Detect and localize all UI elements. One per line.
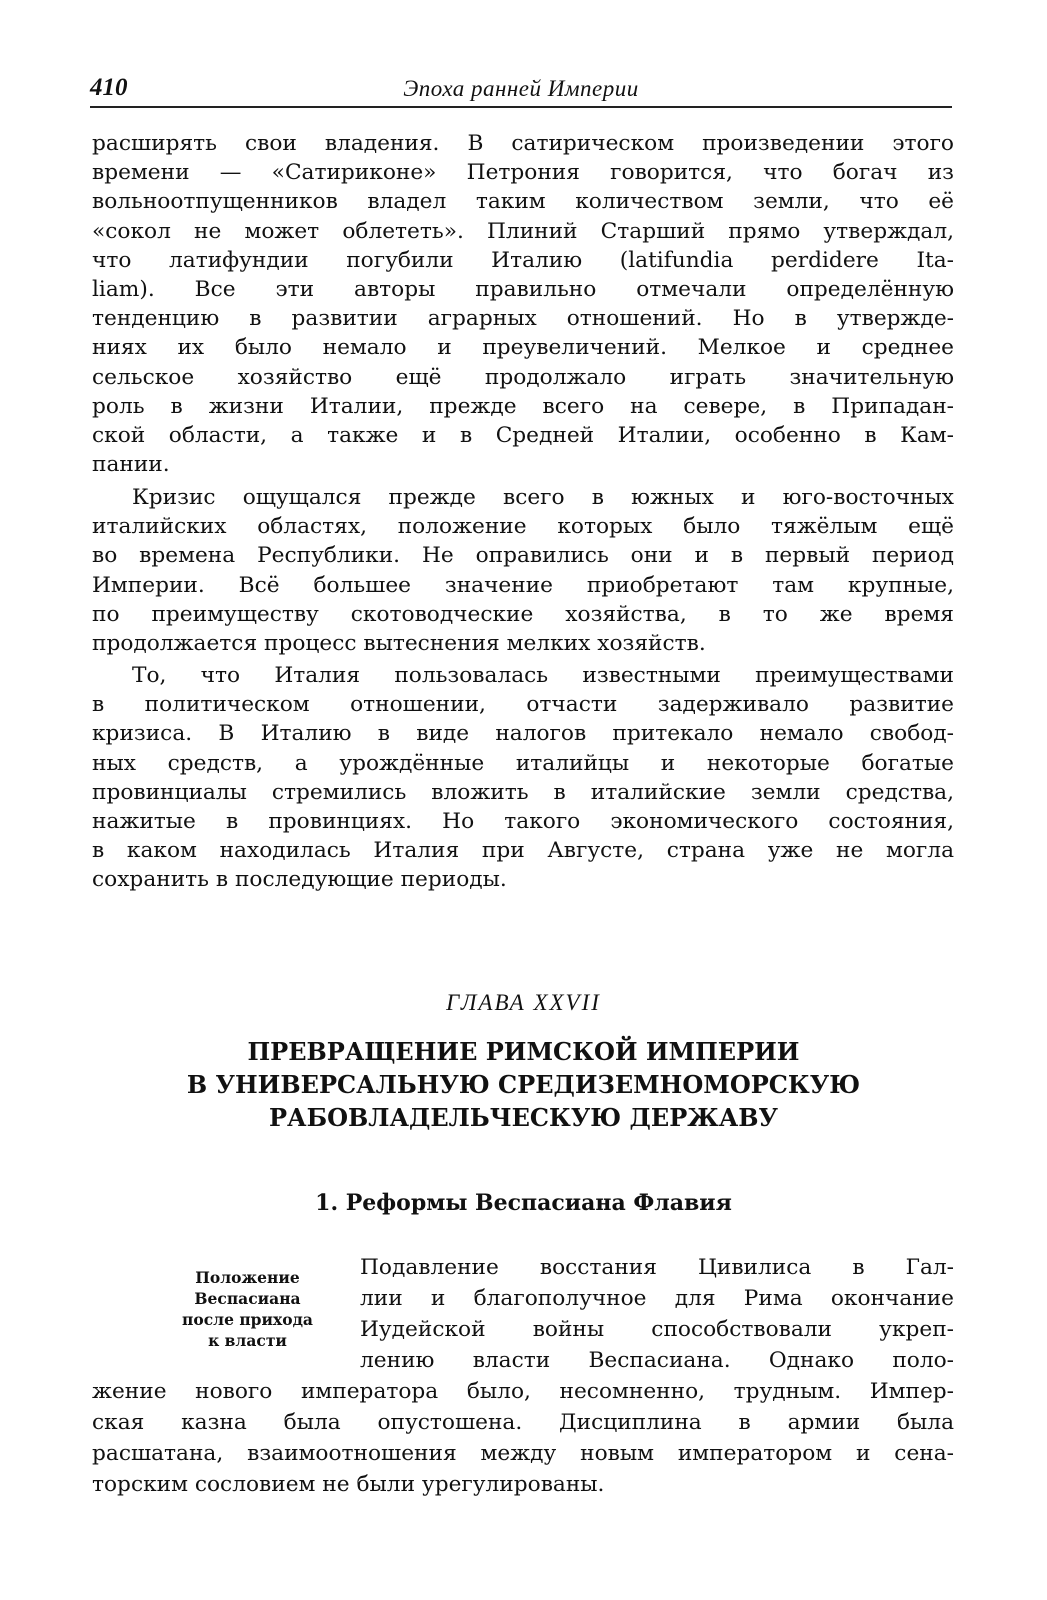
side-note-line: после прихода <box>182 1310 313 1329</box>
text-line: продолжается процесс вытеснения мелких хозяйств. <box>92 630 706 656</box>
paragraph-1 <box>92 129 954 479</box>
text-line: Кризис ощущался прежде всего в южных и юго-восточных <box>132 485 954 510</box>
paragraph-3 <box>92 661 954 895</box>
running-title: Эпоха ранней Империи <box>403 76 639 101</box>
text-line: кризиса. В Италию в виде налогов притекало немало свобод- <box>92 721 954 747</box>
margin-side-note <box>155 1267 340 1351</box>
side-note-line: Положение <box>195 1268 300 1287</box>
section-paragraph-start <box>360 1252 954 1376</box>
text-line: во времена Республики. Не оправились они и в первый период <box>92 543 954 569</box>
text-line: торским сословием не были урегулированы. <box>92 1472 605 1497</box>
section-heading: 1. Реформы Веспасиана Флавия <box>315 1190 732 1216</box>
text-line: что латифундии погубили Италию (latifundia perdidere Ita- <box>92 247 954 273</box>
chapter-title-line: В УНИВЕРСАЛЬНУЮ СРЕДИЗЕМНОМОРСКУЮ <box>186 1070 861 1099</box>
paragraph-2 <box>92 483 954 658</box>
chapter-label: ГЛАВА XXVII <box>446 990 601 1015</box>
text-line: по преимуществу скотоводческие хозяйства, в то же время <box>92 601 954 627</box>
text-line: времени — «Сатириконе» Петрония говорится, что богач из <box>92 160 954 186</box>
text-line: провинциалы стремились вложить в италийские земли средства, <box>92 779 954 805</box>
text-line: лению власти Веспасиана. Однако поло- <box>360 1348 954 1373</box>
text-line: жение нового императора было, несомненно, трудным. Импер- <box>92 1379 954 1404</box>
text-line: расширять свои владения. В сатирическом произведении этого <box>92 131 954 156</box>
text-line: ных средств, а урождённые италийцы и некоторые богатые <box>92 750 954 776</box>
text-line: ской области, а также и в Средней Италии, особенно в Кам- <box>92 422 954 448</box>
text-line: расшатана, взаимоотношения между новым императором и сена- <box>92 1441 954 1466</box>
page-number: 410 <box>90 74 128 101</box>
text-line: ская казна была опустошена. Дисциплина в армии была <box>92 1410 954 1435</box>
text-line: пании. <box>92 452 170 478</box>
text-line: тенденцию в развитии аграрных отношений. Но в утвержде- <box>92 306 954 332</box>
section-paragraph-continuation <box>92 1376 954 1500</box>
text-line: «сокол не может облететь». Плиний Старший прямо утверждал, <box>92 218 954 244</box>
text-line: Империи. Всё большее значение приобретают там крупные, <box>92 572 954 598</box>
side-note-line: к власти <box>208 1331 287 1350</box>
text-line: Иудейской войны способствовали укреп- <box>360 1317 954 1342</box>
text-line: нажитые в провинциях. Но такого экономического состояния, <box>92 808 954 834</box>
chapter-title <box>0 1035 1047 1134</box>
text-line: в каком находилась Италия при Августе, страна уже не могла <box>92 838 954 864</box>
text-line: То, что Италия пользовалась известными преимуществами <box>132 663 954 688</box>
text-line: Подавление восстания Цивилиса в Гал- <box>360 1255 954 1280</box>
text-line: италийских областях, положение которых было тяжёлым ещё <box>92 514 954 540</box>
text-line: в политическом отношении, отчасти задерживало развитие <box>92 692 954 718</box>
side-note-line: Веспасиана <box>194 1289 301 1308</box>
text-line: сохранить в последующие периоды. <box>92 867 507 893</box>
text-line: ниях их было немало и преувеличений. Мелкое и среднее <box>92 335 954 361</box>
text-line: вольноотпущенников владел таким количеством земли, что её <box>92 189 954 215</box>
text-line: лии и благополучное для Рима окончание <box>360 1286 954 1311</box>
chapter-title-line: ПРЕВРАЩЕНИЕ РИМСКОЙ ИМПЕРИИ <box>247 1037 800 1066</box>
text-line: liam). Все эти авторы правильно отмечали определённую <box>92 276 954 302</box>
text-line: сельское хозяйство ещё продолжало играть значительную <box>92 364 954 390</box>
text-line: роль в жизни Италии, прежде всего на севере, в Припадан- <box>92 393 954 419</box>
running-header <box>90 70 952 108</box>
chapter-title-line: РАБОВЛАДЕЛЬЧЕСКУЮ ДЕРЖАВУ <box>268 1103 779 1132</box>
